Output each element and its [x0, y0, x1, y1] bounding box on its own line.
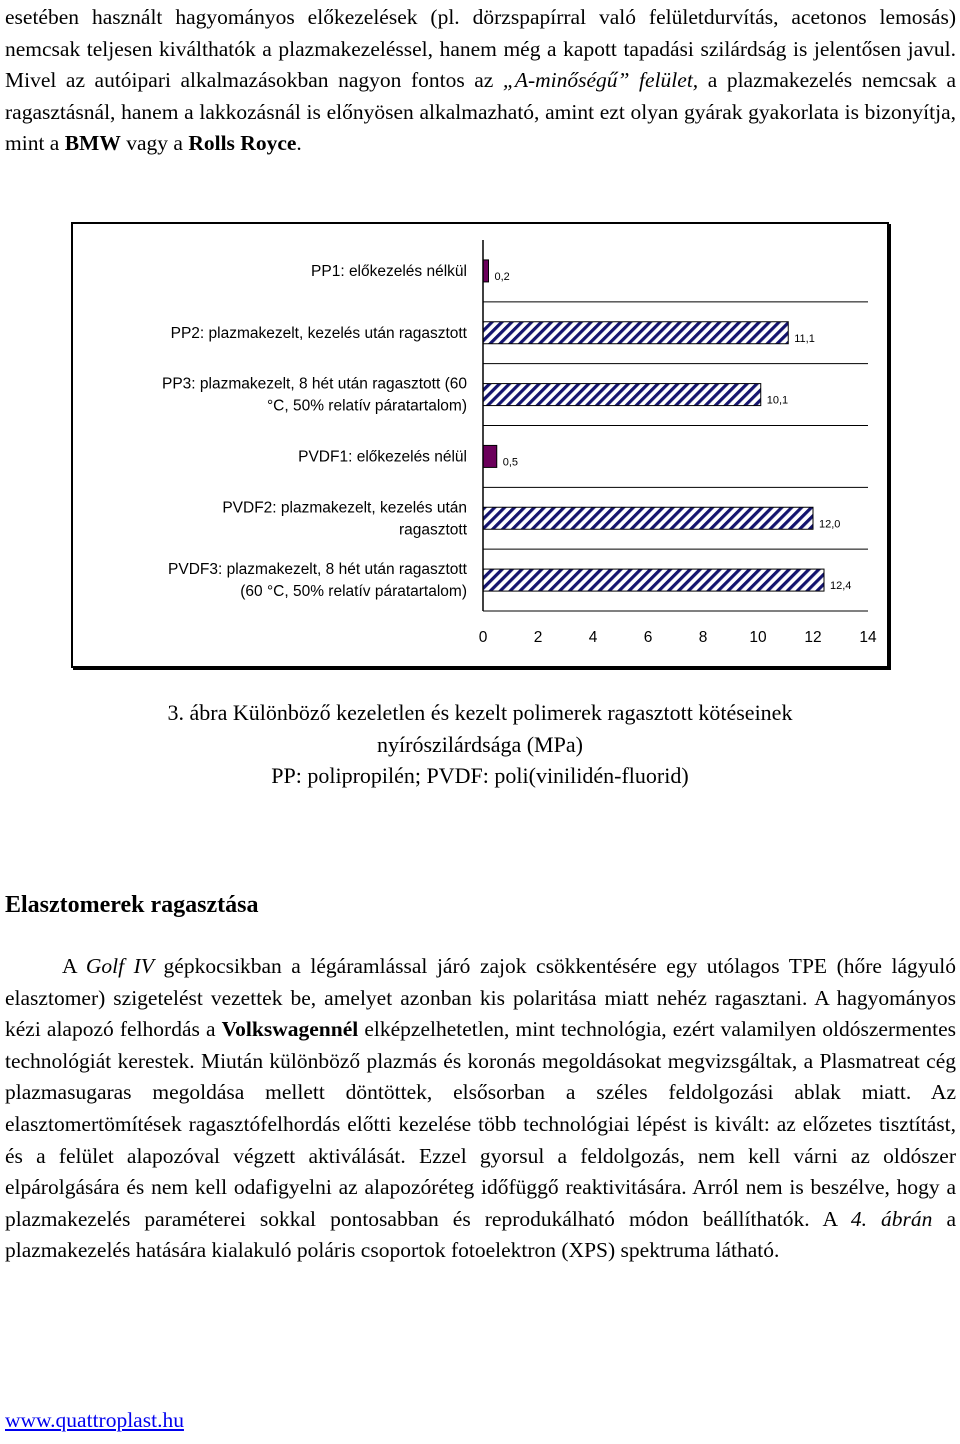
brand-volkswagen: Volkswagennél — [221, 1017, 359, 1042]
category-label: ragasztott — [398, 521, 467, 539]
car-model-golf: Golf IV — [85, 954, 154, 978]
bar — [483, 569, 824, 591]
bar — [483, 445, 497, 467]
x-tick-label: 14 — [859, 629, 877, 646]
data-label: 12,0 — [819, 518, 841, 531]
bar — [483, 384, 761, 406]
bar — [483, 260, 489, 282]
figure-caption-line3: PP: polipropilén; PVDF: poli(vinilidén-fluorid) — [271, 763, 689, 788]
intro-text: a plazmakezelés nemcsak a ragasztásnál, hanem a lakkozásnál is előnyösen alkalmazható, amint ezt olyan gyárak gyakorlata is bizonyítja, mint a — [5, 68, 957, 156]
figure-reference: 4. ábrán — [850, 1206, 933, 1231]
x-tick-label: 12 — [804, 629, 822, 646]
figure-caption-line1: 3. ábra Különböző kezeletlen és kezelt polimerek ragasztott kötéseinek — [167, 700, 793, 725]
body-paragraph — [5, 951, 956, 1267]
shear-strength-chart — [71, 222, 889, 668]
brand-rolls-royce: Rolls Royce — [188, 131, 297, 156]
x-tick-label: 6 — [643, 629, 653, 646]
intro-text: esetében használt hagyományos előkezelések (pl. dörzspapírral való felületdurvítás, acetonos lemosás) nemcsak teljesen kiválthatók a plazmakezeléssel, hanem még a kapott tapadási szilárdság is jelentősen javul. Mivel az autóipari alkalmazásokban nagyon fontos az — [5, 5, 956, 93]
data-label: 0,2 — [494, 270, 510, 283]
category-label: PP3: plazmakezelt, 8 hét után ragasztott (60 — [161, 375, 467, 393]
intro-text: vagy a — [120, 131, 189, 156]
x-tick-label: 8 — [698, 629, 708, 646]
footer-website-link[interactable]: www.quattroplast.hu — [5, 1408, 184, 1432]
x-tick-label: 4 — [588, 629, 598, 646]
data-label: 11,1 — [794, 332, 815, 345]
category-label: °C, 50% relatív páratartalom) — [266, 397, 467, 415]
x-tick-label: 0 — [478, 629, 488, 646]
bar — [483, 322, 788, 344]
body-text: a plazmakezelés hatására kialakuló poláris csoportok fotoelektron (XPS) spektruma látható. — [5, 1206, 956, 1263]
body-text: gépkocsikban a légáramlással járó zajok csökkentésére egy utólagos TPE (hőre lágyuló elasztomer) szigetelést vezettek be, amelyet azonban kis polaritása miatt nehéz ragasztani. A hagyományos kézi alapozó felhordás a — [5, 954, 956, 1042]
category-label: (60 °C, 50% relatív páratartalom) — [240, 583, 467, 601]
intro-italic: „A-minőségű” felület, — [502, 68, 699, 93]
figure-caption-line2: nyírószilárdsága (MPa) — [377, 732, 583, 757]
intro-text: . — [296, 131, 302, 156]
intro-paragraph — [5, 2, 956, 160]
body-text: A — [62, 954, 86, 978]
chart-plot — [73, 224, 887, 666]
data-label: 0,5 — [502, 456, 519, 469]
category-label: PP1: előkezelés nélkül — [311, 262, 467, 280]
x-tick-label: 2 — [533, 629, 543, 646]
category-label: PVDF3: plazmakezelt, 8 hét után ragasztott — [168, 561, 467, 579]
data-label: 10,1 — [766, 394, 789, 407]
brand-bmw: BMW — [64, 131, 121, 156]
x-tick-label: 10 — [749, 629, 767, 646]
category-label: PP2: plazmakezelt, kezelés után ragasztott — [170, 324, 467, 342]
data-label: 12,4 — [830, 580, 852, 593]
section-heading: Elasztomerek ragasztása — [5, 892, 259, 918]
body-text: elképzelhetetlen, mint technológia, ezért valamilyen oldószermentes technológiát kerestek. Miután különböző plazmás és koronás megoldásokat megvizsgáltak, a Plasmatreat cég plazmasugaras megoldása mellett döntöttek, elsősorban a széles feldolgozási ablak miatt. Az elasztomertömítések ragasztófelhordás előtti kezelése több technológiai lépést is kivált: az előzetes tisztítást, és a felület alapozóval végzett aktiválását. Ezzel gyorsul a feldolgozás, nem kell várni az oldószer elpárolgására és nem kell odafigyelni az alapozóréteg időfüggő reaktivitására. Arról nem is beszélve, hogy a plazmakezelés paraméterei sokkal pontosabban és reprodukálható módon beállíthatók. A — [5, 1017, 957, 1231]
bar — [483, 507, 813, 529]
category-label: PVDF1: előkezelés nélül — [298, 448, 467, 466]
category-label: PVDF2: plazmakezelt, kezelés után — [222, 499, 467, 517]
